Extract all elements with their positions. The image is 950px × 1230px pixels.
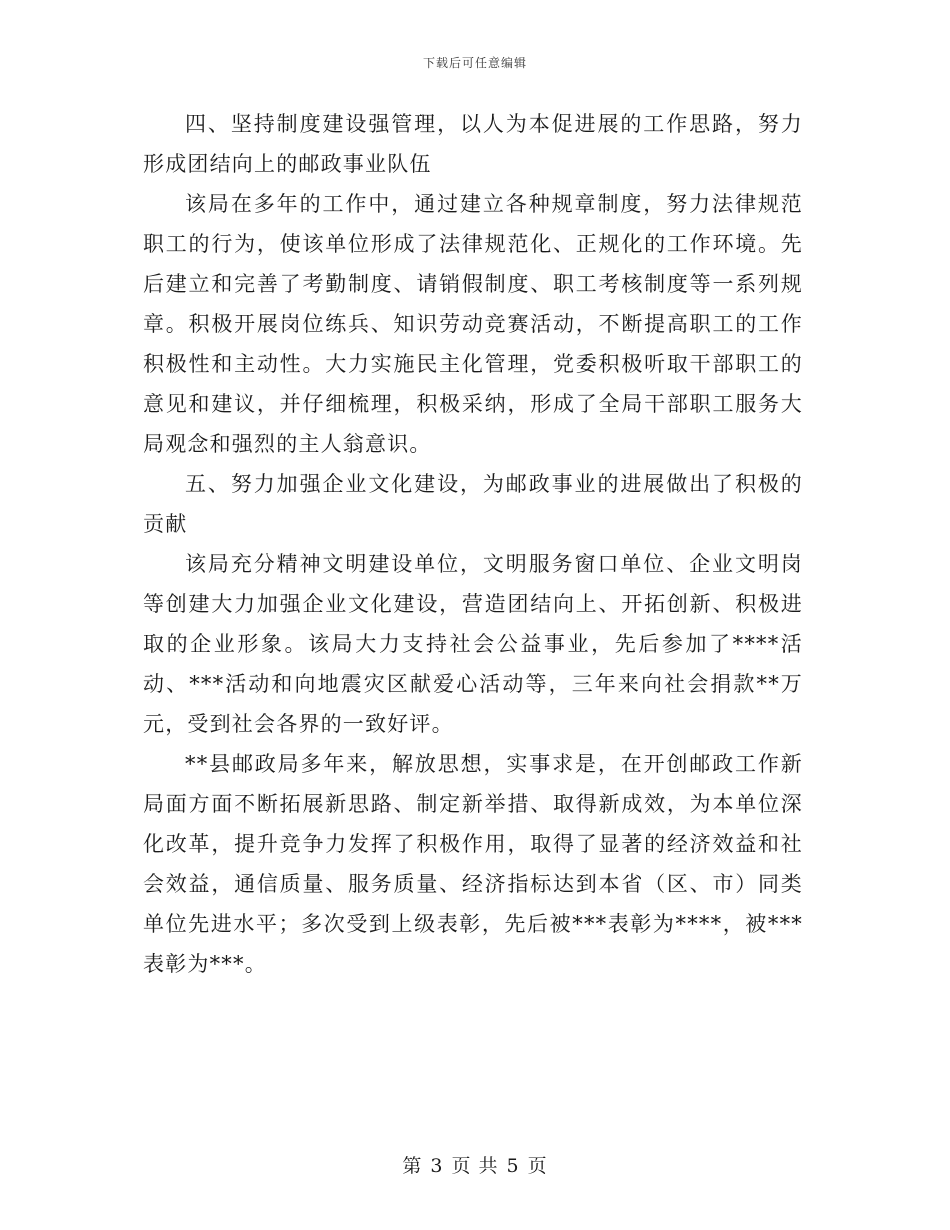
footer-suffix: 页 bbox=[527, 1155, 548, 1177]
page-footer bbox=[0, 1151, 950, 1178]
paragraph-rules: 该局在多年的工作中，通过建立各种规章制度，努力法律规范职工的行为，使该单位形成了法律规范化、正规化的工作环境。先后建立和完善了考勤制度、请销假制度、职工考核制度等一系列规章。积极开展岗位练兵、知识劳动竞赛活动，不断提高职工的工作积极性和主动性。大力实施民主化管理，党委积极听取干部职工的意见和建议，并仔细梳理，积极采纳，形成了全局干部职工服务大局观念和强烈的主人翁意识。 bbox=[143, 192, 803, 456]
footer-prefix: 第 bbox=[402, 1155, 423, 1177]
footer-current-page: 3 bbox=[430, 1155, 444, 1177]
footer-middle: 页 共 bbox=[451, 1155, 499, 1177]
paragraph-culture: 该局充分精神文明建设单位，文明服务窗口单位、企业文明岗等创建大力加强企业文化建设，营造团结向上、开拓创新、积极进取的企业形象。该局大力支持社会公益事业，先后参加了****活动、***活动和向地震灾区献爱心活动等，三年来向社会捐款**万元，受到社会各界的一致好评。 bbox=[143, 552, 803, 736]
paragraph-summary: **县邮政局多年来，解放思想，实事求是，在开创邮政工作新局面方面不断拓展新思路、制定新举措、取得新成效，为本单位深化改革，提升竞争力发挥了积极作用，取得了显著的经济效益和社会效益，通信质量、服务质量、经济指标达到本省（区、市）同类单位先进水平；多次受到上级表彰，先后被***表彰为****，被***表彰为***。 bbox=[143, 752, 803, 976]
section-heading-5: 五、努力加强企业文化建设，为邮政事业的进展做出了积极的贡献 bbox=[143, 472, 803, 536]
page-header-note: 下载后可任意编辑 bbox=[422, 56, 527, 70]
section-heading-4: 四、坚持制度建设强管理，以人为本促进展的工作思路，努力形成团结向上的邮政事业队伍 bbox=[143, 112, 803, 176]
document-body bbox=[143, 104, 803, 984]
footer-total-pages: 5 bbox=[506, 1155, 520, 1177]
